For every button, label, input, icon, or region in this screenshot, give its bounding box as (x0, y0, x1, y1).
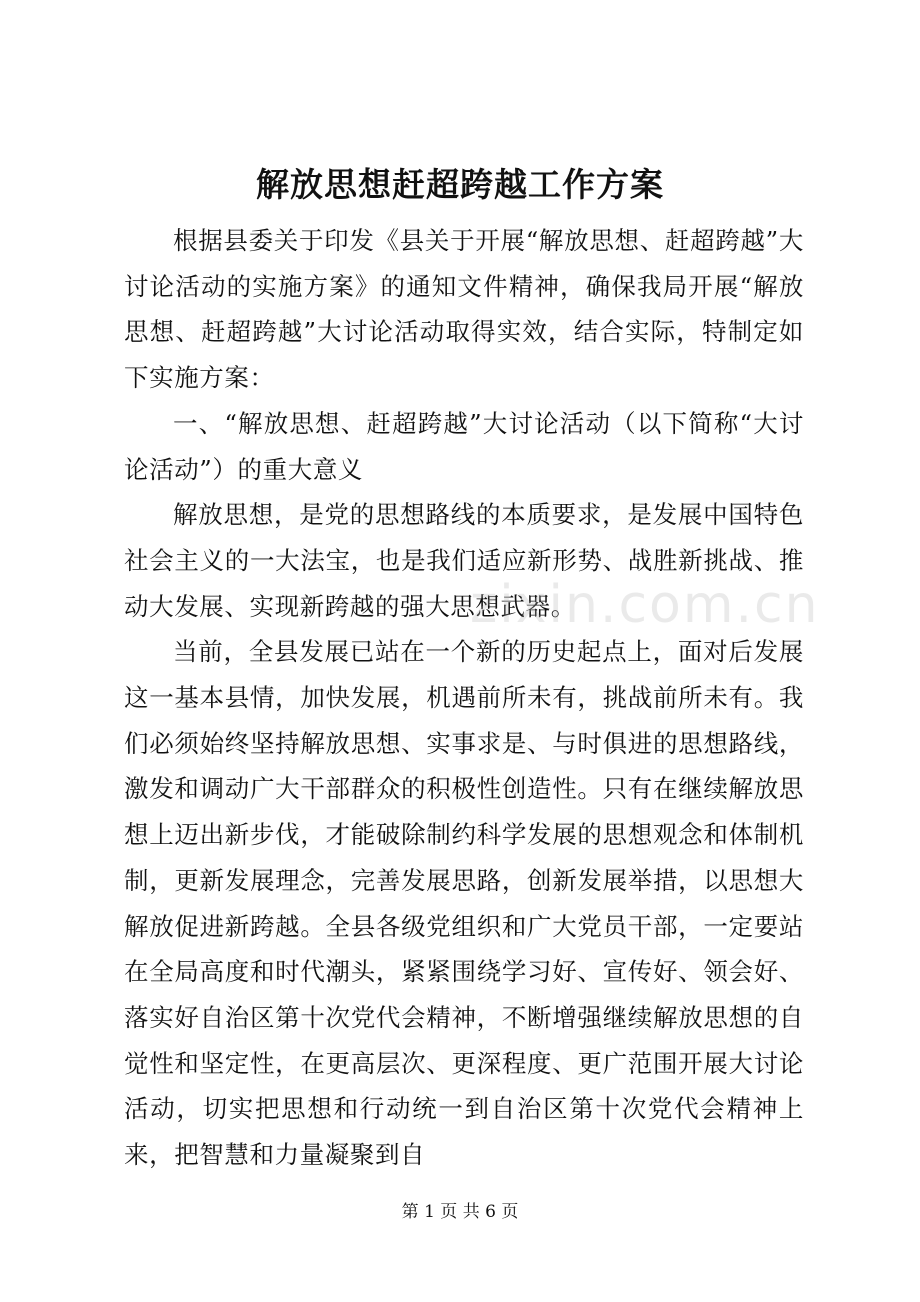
section-heading-1: 一、“解放思想、赶超跨越”大讨论活动（以下简称“大讨论活动”）的重大意义 (124, 408, 804, 484)
paragraph-significance: 解放思想，是党的思想路线的本质要求，是发展中国特色社会主义的一大法宝，也是我们适应新形势、战胜新挑战、推动大发展、实现新跨越的强大思想武器。 (124, 500, 804, 621)
document-body (124, 218, 804, 1178)
paragraph-intro: 根据县委关于印发《县关于开展“解放思想、赶超跨越”大讨论活动的实施方案》的通知文件精神，确保我局开展“解放思想、赶超跨越”大讨论活动取得实效，结合实际，特制定如下实施方案： (124, 226, 804, 393)
paragraph-current-situation: 当前，全县发展已站在一个新的历史起点上，面对后发展这一基本县情，加快发展，机遇前所未有，挑战前所未有。我们必须始终坚持解放思想、实事求是、与时俱进的思想路线，激发和调动广大干部群众的积极性创造性。只有在继续解放思想上迈出新步伐，才能破除制约科学发展的思想观念和体制机制，更新发展理念，完善发展思路，创新发展举措，以思想大解放促进新跨越。全县各级党组织和广大党员干部，一定要站在全局高度和时代潮头，紧紧围绕学习好、宣传好、领会好、落实好自治区第十次党代会精神，不断增强继续解放思想的自觉性和坚定性，在更高层次、更深程度、更广范围开展大讨论活动，切实把思想和行动统一到自治区第十次党代会精神上来，把智慧和力量凝聚到自 (124, 637, 804, 1170)
watermark: zixin.com.cn (470, 575, 820, 635)
document-title: 解放思想赶超跨越工作方案 (256, 165, 664, 204)
page-footer: 第 1 页 共 6 页 (401, 1202, 519, 1222)
